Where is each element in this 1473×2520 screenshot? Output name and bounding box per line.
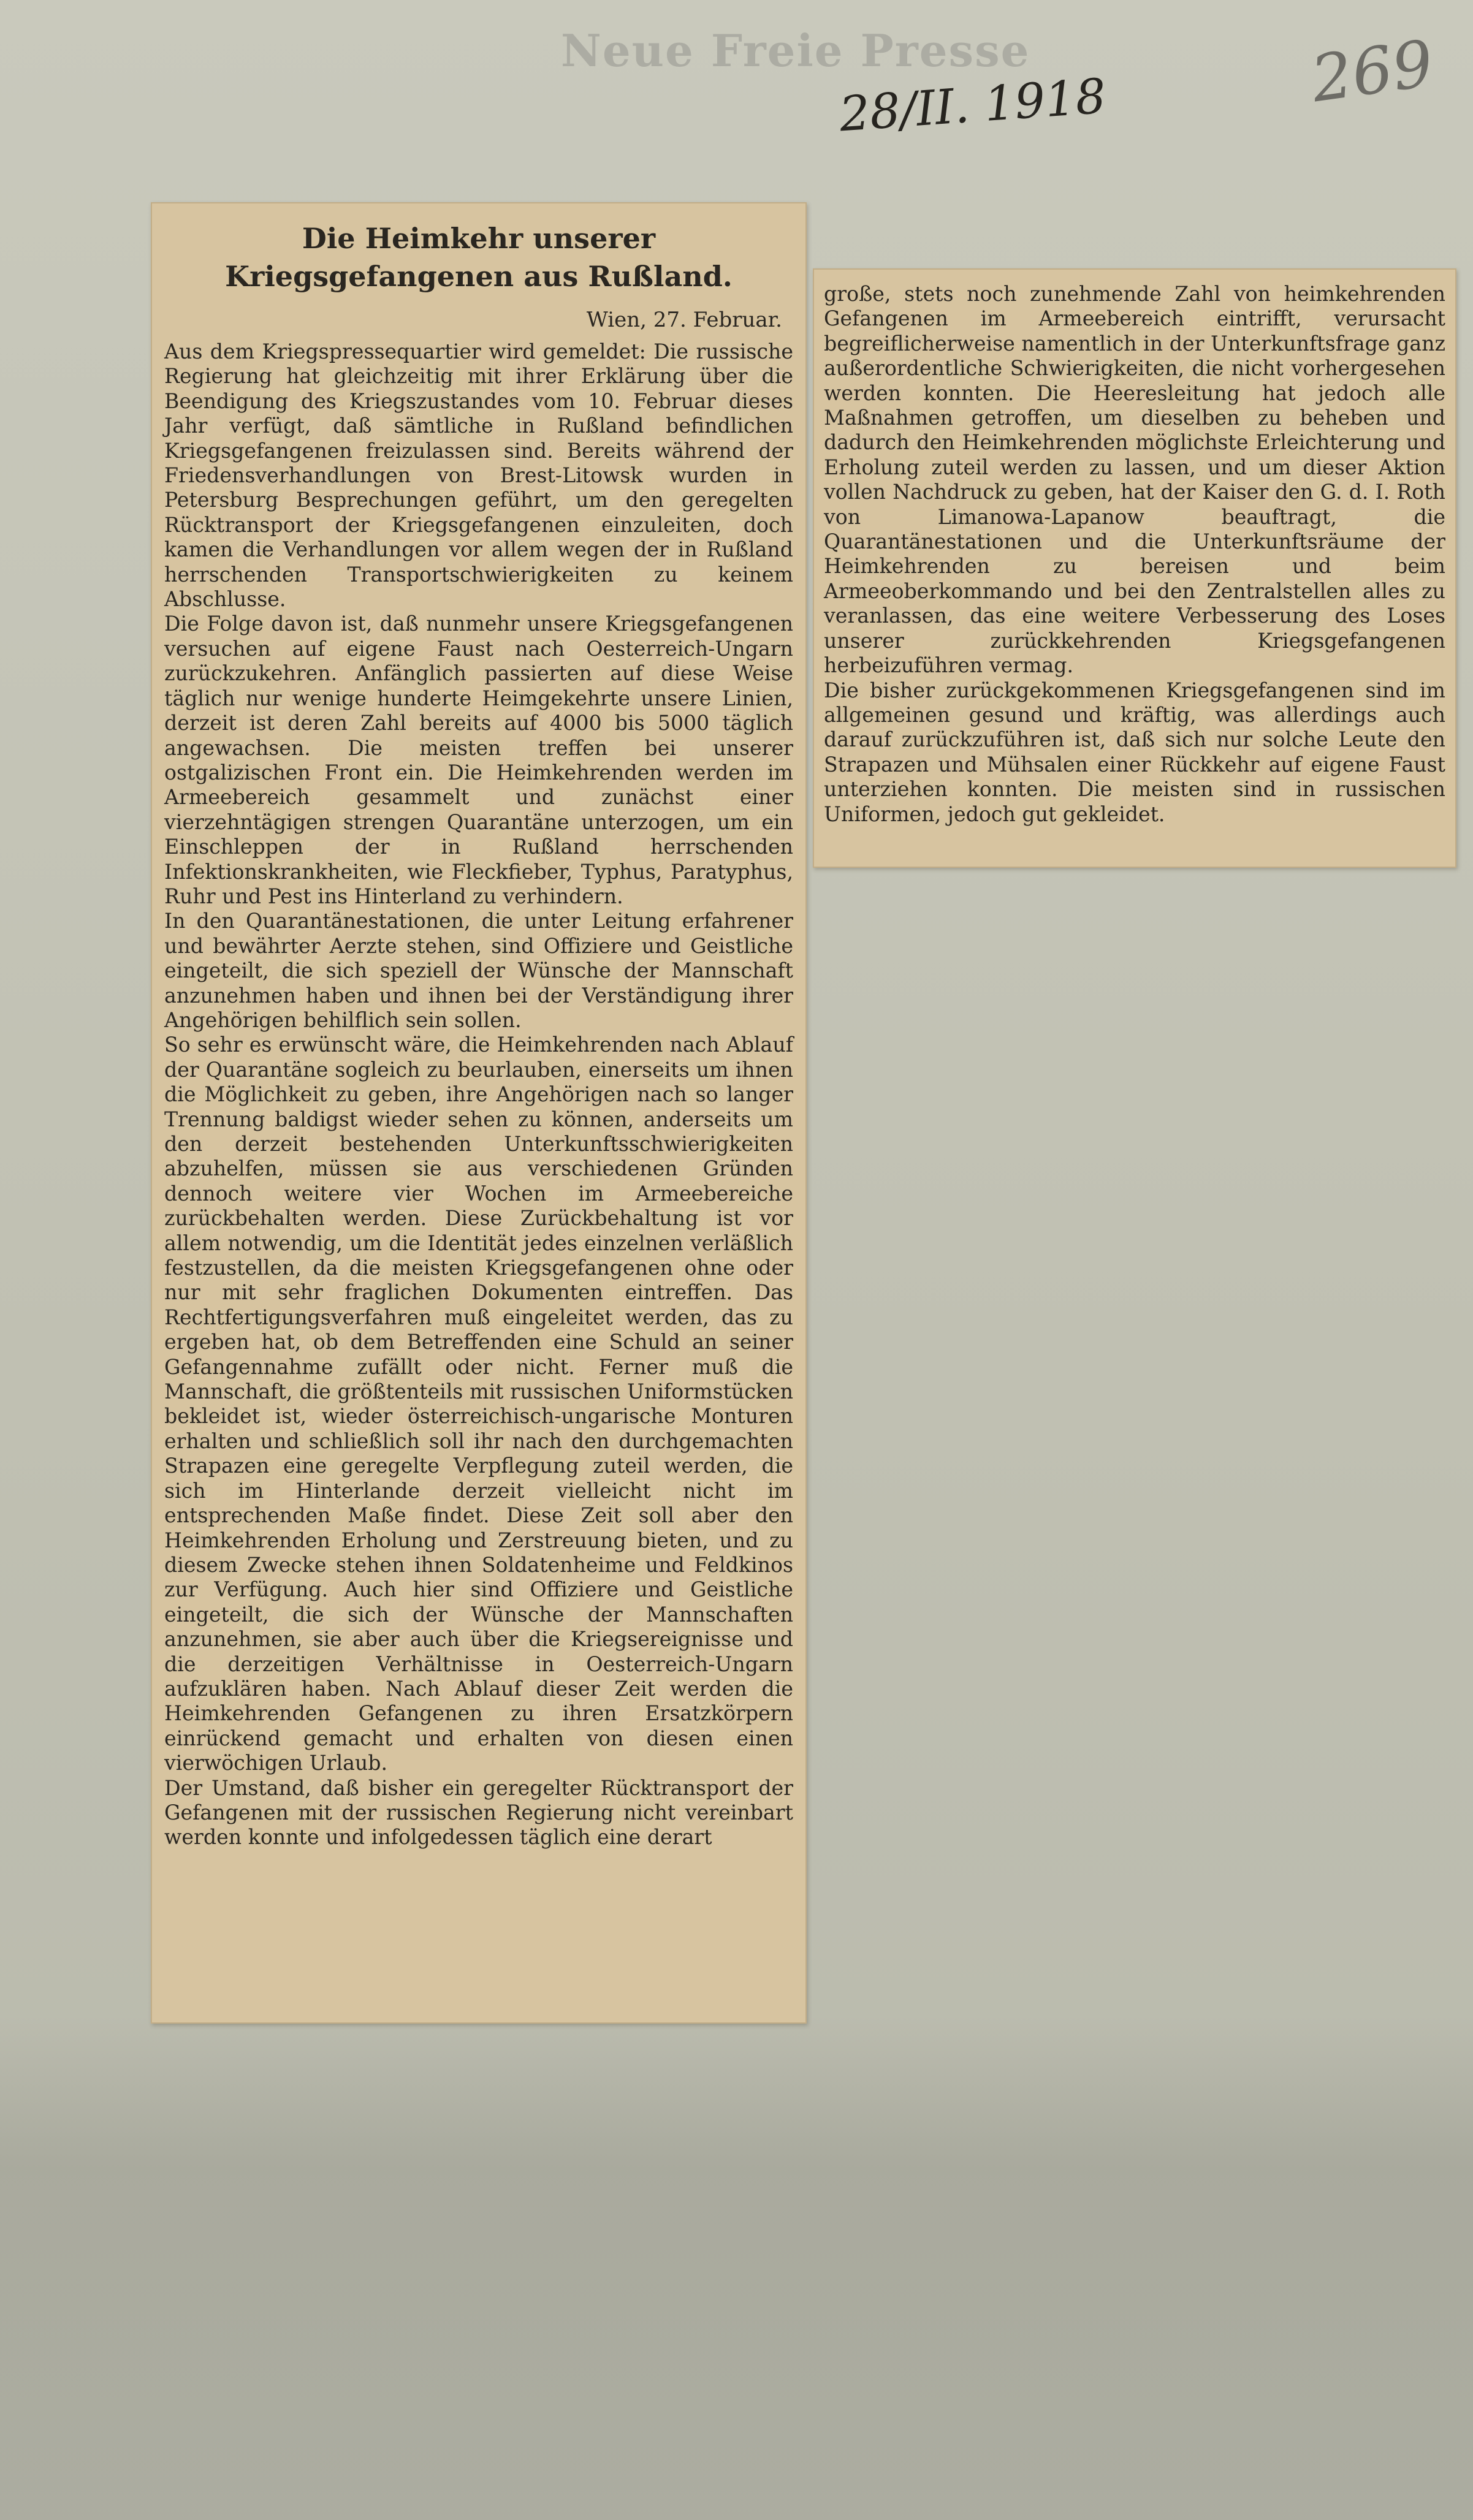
newspaper-stamp: Neue Freie Presse [561, 25, 1030, 77]
article-body-column-2: große, stets noch zunehmende Zahl von heimkehrenden Gefangenen im Armeebereich eintrifft, verursacht begreiflicherweise namentlich in der Unterkunftsfrage ganz außerordentliche Schwierigkeiten, die nicht vorhergesehen werden konnten. Die Heeresleitung hat jedoch alle Maßnahmen getroffen, um dieselben zu beheben und dadurch den Heimkehrenden möglichste Erleichterung und Erholung zuteil werden zu lassen, und um dieser Aktion vollen Nachdruck zu geben, hat der Kaiser den G. d. I. Roth von Limanowa-Lapanow beauftragt, die Quarantänestationen und die Unterkunftsräume der Heimkehrenden zu bereisen und beim Armeeoberkommando und bei den Zentralstellen alles zu veranlassen, das eine weitere Verbesserung des Loses unserer zurückkehrenden Kriegsgefangenen herbeizuführen vermag. Die bisher zurückgekommenen Kriegsgefangenen sind im allgemeinen gesund und kräftig, was allerdings auch darauf zurückzuführen ist, daß sich nur solche Leute den Strapazen und Mühsalen einer Rückkehr auf eigene Faust unterziehen konnten. Die meisten sind in russischen Uniformen, jedoch gut gekleidet. [824, 282, 1445, 826]
clipping-column-1 [151, 202, 807, 2024]
sheet-shadow [0, 2016, 1473, 2520]
article-dateline: Wien, 27. Februar. [586, 308, 782, 332]
clipping-column-2 [813, 268, 1456, 868]
folio-number: 269 [1306, 25, 1438, 117]
article-body-column-1: Aus dem Kriegspressequartier wird gemeldet: Die russische Regierung hat gleichzeitig mit ihrer Erklärung über die Beendigung des Kriegszustandes vom 10. Februar dieses Jahr verfügt, daß sämtliche in Rußland befindlichen Kriegsgefangenen freizulassen sind. Bereits während der Friedensverhandlungen von Brest-Litowsk wurden in Petersburg Besprechungen geführt, um den geregelten Rücktransport der Kriegsgefangenen einzuleiten, doch kamen die Verhandlungen vor allem wegen der in Rußland herrschenden Transportschwierigkeiten zu keinem Abschlusse. Die Folge davon ist, daß nunmehr unsere Kriegsgefangenen versuchen auf eigene Faust nach Oesterreich-Ungarn zurückzukehren. Anfänglich passierten auf diese Weise täglich nur wenige hunderte Heimgekehrte unsere Linien, derzeit ist deren Zahl bereits auf 4000 bis 5000 täglich angewachsen. Die meisten treffen bei unserer ostgalizischen Front ein. Die Heimkehrenden werden im Armeebereich gesammelt und zunächst einer vierzehntägigen strengen Quarantäne unterzogen, um ein Einschleppen der in Rußland herrschenden Infektionskrankheiten, wie Fleckfieber, Typhus, Paratyphus, Ruhr und Pest ins Hinterland zu verhindern. In den Quarantänestationen, die unter Leitung erfahrener und bewährter Aerzte stehen, sind Offiziere und Geistliche eingeteilt, die sich speziell der Wünsche der Mannschaft anzunehmen haben und ihnen bei der Verständigung ihrer Angehörigen behilflich sein sollen. So sehr es erwünscht wäre, die Heimkehrenden nach Ablauf der Quarantäne sogleich zu beurlauben, einerseits um ihnen die Möglichkeit zu geben, ihre Angehörigen nach so langer Trennung baldigst wieder sehen zu können, anderseits um den derzeit bestehenden Unterkunftsschwierigkeiten abzuhelfen, müssen sie aus verschiedenen Gründen dennoch weitere vier Wochen im Armeebereiche zurückbehalten werden. Diese Zurückbehaltung ist vor allem notwendig, um die Identität jedes einzelnen verläßlich festzustellen, da die meisten Kriegsgefangenen ohne oder nur mit sehr fraglichen Dokumenten eintreffen. Das Rechtfertigungsverfahren muß eingeleitet werden, das zu ergeben hat, ob dem Betreffenden eine Schuld an seiner Gefangennahme zufällt oder nicht. Ferner muß die Mannschaft, die größtenteils mit russischen Uniformstücken bekleidet ist, wieder österreichisch-ungarische Monturen erhalten und schließlich soll ihr nach den durchgemachten Strapazen eine geregelte Verpflegung zuteil werden, die sich im Hinterlande derzeit vielleicht nicht im entsprechenden Maße findet. Diese Zeit soll aber den Heimkehrenden Erholung und Zerstreuung bieten, und zu diesem Zwecke stehen ihnen Soldatenheime und Feldkinos zur Verfügung. Auch hier sind Offiziere und Geistliche eingeteilt, die sich der Wünsche der Mannschaften anzunehmen, sie aber auch über die Kriegsereignisse und die derzeitigen Verhältnisse in Oesterreich-Ungarn aufzuklären haben. Nach Ablauf dieser Zeit werden die Heimkehrenden Gefangenen zu ihren Ersatzkörpern einrückend gemacht und erhalten von diesen einen vierwöchigen Urlaub. Der Umstand, daß bisher ein geregelter Rücktransport der Gefangenen mit der russischen Regierung nicht vereinbart werden konnte und infolgedessen täglich eine derart [164, 340, 793, 1850]
article-headline: Die Heimkehr unserer Kriegsgefangenen aus Rußland. [225, 222, 733, 293]
handwritten-date: 28/II. 1918 [837, 69, 1108, 143]
